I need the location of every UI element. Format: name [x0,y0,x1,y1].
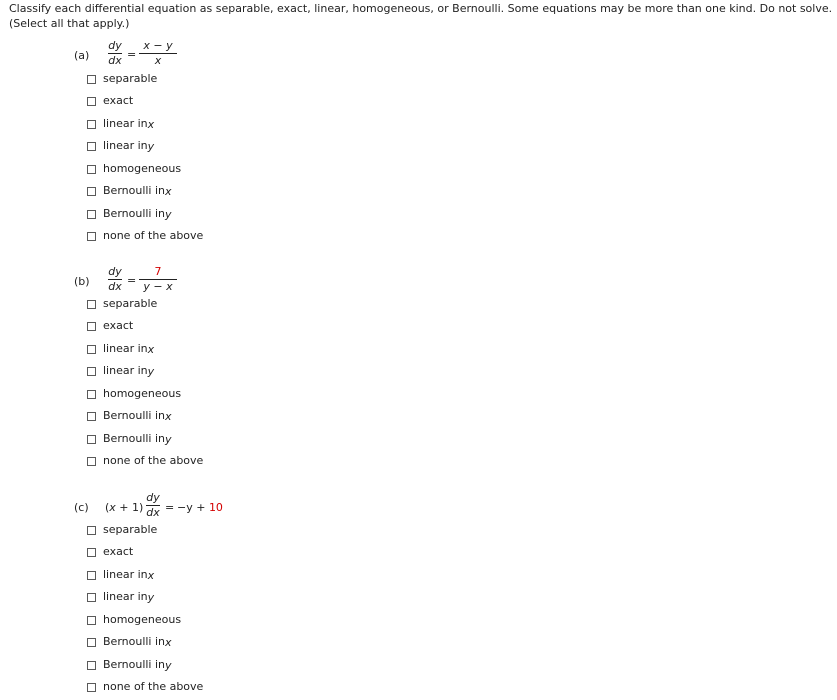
lhs-fraction [108,40,122,67]
option-linear-in-x[interactable]: linear in x [87,342,154,356]
equals-sign: = [165,501,175,514]
option-linear-in-x[interactable]: linear in x [87,117,154,131]
checkbox[interactable] [87,322,96,331]
checkbox[interactable] [87,142,96,151]
option-exact[interactable]: exact [87,545,133,559]
lhs-fraction [146,492,160,519]
equals-sign: = [127,48,137,61]
option-bernoulli-in-x[interactable]: Bernoulli in x [87,409,172,423]
checkbox[interactable] [87,412,96,421]
part-label: (b) [74,275,90,288]
checkbox[interactable] [87,571,96,580]
instructions [9,1,833,31]
checkbox[interactable] [87,457,96,466]
option-separable[interactable]: separable [87,523,157,537]
option-linear-in-y[interactable]: linear in y [87,139,154,153]
checkbox[interactable] [87,661,96,670]
checkbox[interactable] [87,75,96,84]
option-bernoulli-in-y[interactable]: Bernoulli in y [87,658,172,672]
option-homogeneous[interactable]: homogeneous [87,613,181,627]
rhs-expression: −y + 10 [177,501,223,514]
checkbox[interactable] [87,526,96,535]
checkbox[interactable] [87,548,96,557]
checkbox[interactable] [87,120,96,129]
option-none-of-the-above[interactable]: none of the above [87,454,203,468]
rhs-denominator: y − x [143,280,173,293]
option-bernoulli-in-y[interactable]: Bernoulli in y [87,207,172,221]
equation-prefix: (x + 1) [105,501,144,514]
checkbox[interactable] [87,638,96,647]
option-bernoulli-in-y[interactable]: Bernoulli in y [87,432,172,446]
lhs-denominator: dx [108,280,122,293]
equals-sign: = [127,274,137,287]
rhs-fraction [139,266,177,293]
option-separable[interactable]: separable [87,297,157,311]
option-linear-in-y[interactable]: linear in y [87,590,154,604]
lhs-numerator: dy [108,39,122,52]
checkbox[interactable] [87,435,96,444]
option-bernoulli-in-x[interactable]: Bernoulli in x [87,635,172,649]
option-homogeneous[interactable]: homogeneous [87,162,181,176]
rhs-denominator: x [154,54,162,67]
rhs-constant: 10 [208,501,223,514]
lhs-denominator: dx [108,54,122,67]
rhs-numerator: x − y [143,39,173,52]
rhs-numerator: 7 [154,265,162,278]
checkbox[interactable] [87,232,96,241]
lhs-numerator: dy [146,491,160,504]
option-linear-in-x[interactable]: linear in x [87,568,154,582]
lhs-denominator: dx [146,506,160,519]
part-label: (a) [74,49,90,62]
checkbox[interactable] [87,593,96,602]
option-none-of-the-above[interactable]: none of the above [87,680,203,694]
instructions-line-2: (Select all that apply.) [9,17,130,30]
part-label: (c) [74,501,89,514]
instructions-line-1: Classify each differential equation as separable, exact, linear, homogeneous, or Bernoulli. Some equations may be more than one kind. Do not solve. [9,2,833,15]
option-exact[interactable]: exact [87,94,133,108]
checkbox[interactable] [87,616,96,625]
checkbox[interactable] [87,300,96,309]
option-none-of-the-above[interactable]: none of the above [87,229,203,243]
option-linear-in-y[interactable]: linear in y [87,364,154,378]
lhs-numerator: dy [108,265,122,278]
option-homogeneous[interactable]: homogeneous [87,387,181,401]
lhs-fraction [108,266,122,293]
checkbox[interactable] [87,390,96,399]
checkbox[interactable] [87,165,96,174]
checkbox[interactable] [87,683,96,692]
checkbox[interactable] [87,187,96,196]
option-bernoulli-in-x[interactable]: Bernoulli in x [87,184,172,198]
option-separable[interactable]: separable [87,72,157,86]
checkbox[interactable] [87,97,96,106]
option-exact[interactable]: exact [87,319,133,333]
checkbox[interactable] [87,345,96,354]
checkbox[interactable] [87,367,96,376]
checkbox[interactable] [87,210,96,219]
rhs-fraction [139,40,177,67]
